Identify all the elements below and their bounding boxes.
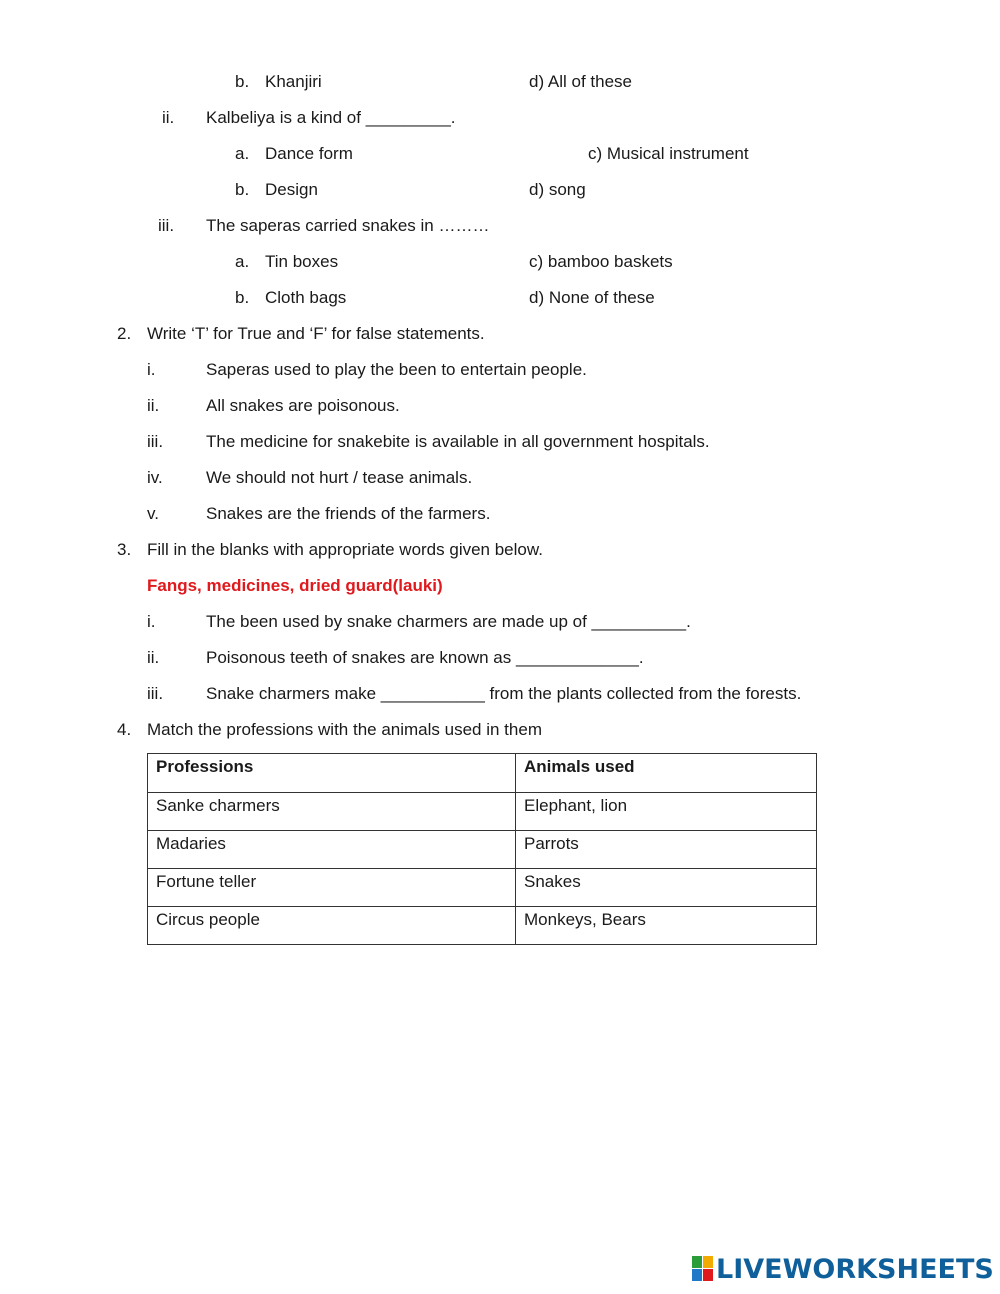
option-text: Design — [265, 180, 318, 199]
match-table — [147, 753, 817, 945]
liveworksheets-logo — [692, 1253, 994, 1285]
question-number: 4. — [117, 720, 132, 739]
option-text: d) All of these — [529, 72, 633, 91]
option-text: Cloth bags — [265, 288, 347, 307]
statement-text: Snakes are the friends of the farmers. — [206, 504, 491, 523]
question-title: Match the professions with the animals used in them — [147, 720, 542, 739]
profession-cell: Circus people — [148, 907, 516, 945]
question-number: iii. — [158, 216, 175, 235]
option-text: c) Musical instrument — [588, 144, 749, 163]
table-header-row — [148, 754, 817, 793]
blank-sentence: Poisonous teeth of snakes are known as _____________. — [206, 648, 644, 667]
question-number: 2. — [117, 324, 132, 343]
statement-text: All snakes are poisonous. — [206, 396, 400, 415]
animal-cell: Elephant, lion — [516, 793, 817, 831]
option-label: a. — [235, 252, 250, 271]
table-row — [148, 869, 817, 907]
statement-number: ii. — [147, 396, 160, 415]
blank-sentence: Snake charmers make ___________ from the plants collected from the forests. — [206, 684, 802, 703]
statement-text: We should not hurt / tease animals. — [206, 468, 473, 487]
option-label: b. — [235, 180, 250, 199]
table-row — [148, 831, 817, 869]
column-header: Animals used — [516, 754, 817, 793]
statement-number: i. — [147, 360, 156, 379]
statement-text: The medicine for snakebite is available in all government hospitals. — [206, 432, 710, 451]
option-label: a. — [235, 144, 250, 163]
logo-text: LIVEWORKSHEETS — [716, 1253, 994, 1285]
profession-cell: Fortune teller — [148, 869, 516, 907]
animal-cell: Monkeys, Bears — [516, 907, 817, 945]
blank-number: iii. — [147, 684, 164, 703]
option-text: Khanjiri — [265, 72, 322, 91]
animal-cell: Snakes — [516, 869, 817, 907]
option-label: b. — [235, 288, 250, 307]
table-row — [148, 793, 817, 831]
option-label: b. — [235, 72, 250, 91]
option-text: Dance form — [265, 144, 353, 163]
question-title: Fill in the blanks with appropriate words given below. — [147, 540, 543, 559]
option-text: c) bamboo baskets — [529, 252, 673, 271]
option-text: d) None of these — [529, 288, 655, 307]
word-bank: Fangs, medicines, dried guard(lauki) — [147, 576, 443, 595]
profession-cell: Madaries — [148, 831, 516, 869]
question-text: Kalbeliya is a kind of _________. — [206, 108, 456, 127]
question-text: The saperas carried snakes in ……… — [206, 216, 490, 235]
blank-number: i. — [147, 612, 156, 631]
statement-text: Saperas used to play the been to entertain people. — [206, 360, 587, 379]
column-header: Professions — [148, 754, 516, 793]
blank-sentence: The been used by snake charmers are made up of __________. — [206, 612, 691, 631]
question-number: 3. — [117, 540, 132, 559]
question-number: ii. — [162, 108, 175, 127]
table-row — [148, 907, 817, 945]
logo-blocks-icon — [692, 1256, 714, 1282]
blank-number: ii. — [147, 648, 160, 667]
statement-number: iv. — [147, 468, 163, 487]
statement-number: iii. — [147, 432, 164, 451]
statement-number: v. — [147, 504, 159, 523]
animal-cell: Parrots — [516, 831, 817, 869]
profession-cell: Sanke charmers — [148, 793, 516, 831]
option-text: d) song — [529, 180, 586, 199]
question-title: Write ‘T’ for True and ‘F’ for false statements. — [147, 324, 485, 343]
option-text: Tin boxes — [265, 252, 339, 271]
